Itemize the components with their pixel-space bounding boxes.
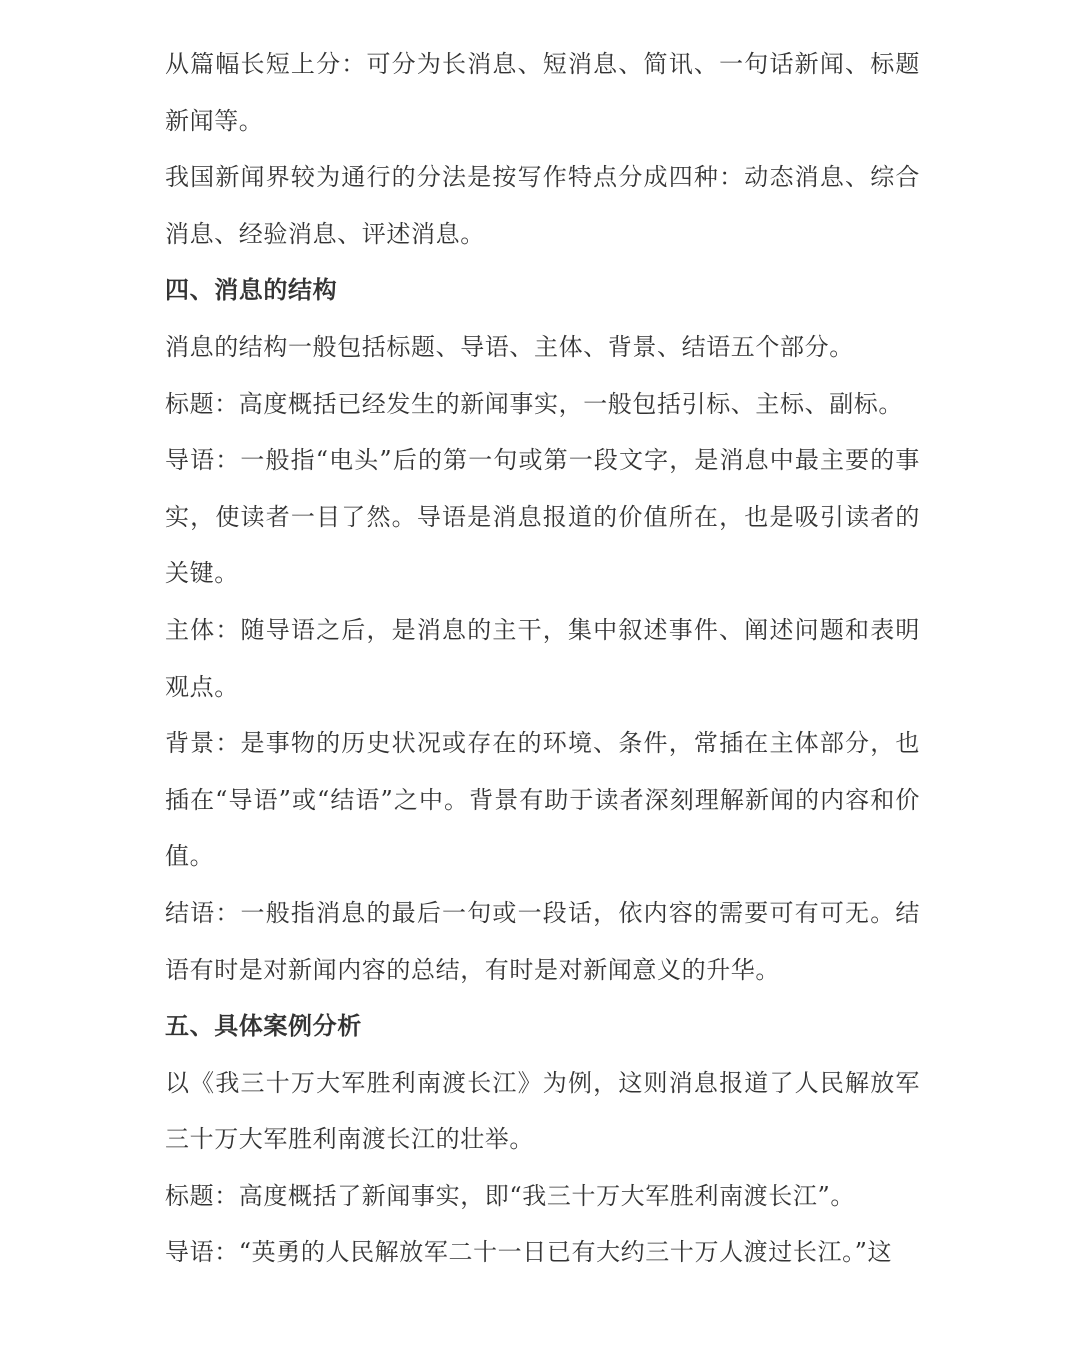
section-heading-case-analysis: 五、具体案例分析 <box>165 1011 362 1041</box>
paragraph-lead-definition: 导语：一般指“电头”后的第一句或第一段文字，是消息中最主要的事实，使读者一目了然。导语是消息报道的价值所在，也是吸引读者的关键。 <box>165 446 920 588</box>
paragraph-length-classification: 从篇幅长短上分：可分为长消息、短消息、简讯、一句话新闻、标题新闻等。 <box>165 50 920 135</box>
paragraph-conclusion-definition: 结语：一般指消息的最后一句或一段话，依内容的需要可有可无。结语有时是对新闻内容的总结，有时是对新闻意义的升华。 <box>165 898 920 984</box>
paragraph-common-classification: 我国新闻界较为通行的分法是按写作特点分成四种：动态消息、综合消息、经验消息、评述消息。 <box>165 163 920 248</box>
section-heading-structure: 四、消息的结构 <box>165 275 338 305</box>
paragraph-title-definition: 标题：高度概括已经发生的新闻事实，一般包括引标、主标、副标。 <box>165 389 903 418</box>
paragraph-structure-overview: 消息的结构一般包括标题、导语、主体、背景、结语五个部分。 <box>165 332 854 361</box>
paragraph-background-definition: 背景：是事物的历史状况或存在的环境、条件，常插在主体部分，也插在“导语”或“结语”之中。背景有助于读者深刻理解新闻的内容和价值。 <box>165 729 920 871</box>
document-page <box>165 36 920 1281</box>
paragraph-case-intro: 以《我三十万大军胜利南渡长江》为例，这则消息报道了人民解放军三十万大军胜利南渡长江的壮举。 <box>165 1068 920 1154</box>
paragraph-body-definition: 主体：随导语之后，是消息的主干，集中叙述事件、阐述问题和表明观点。 <box>165 615 920 701</box>
paragraph-case-title: 标题：高度概括了新闻事实，即“我三十万大军胜利南渡长江”。 <box>165 1181 855 1210</box>
paragraph-case-lead: 导语：“英勇的人民解放军二十一日已有大约三十万人渡过长江。”这 <box>165 1238 893 1267</box>
